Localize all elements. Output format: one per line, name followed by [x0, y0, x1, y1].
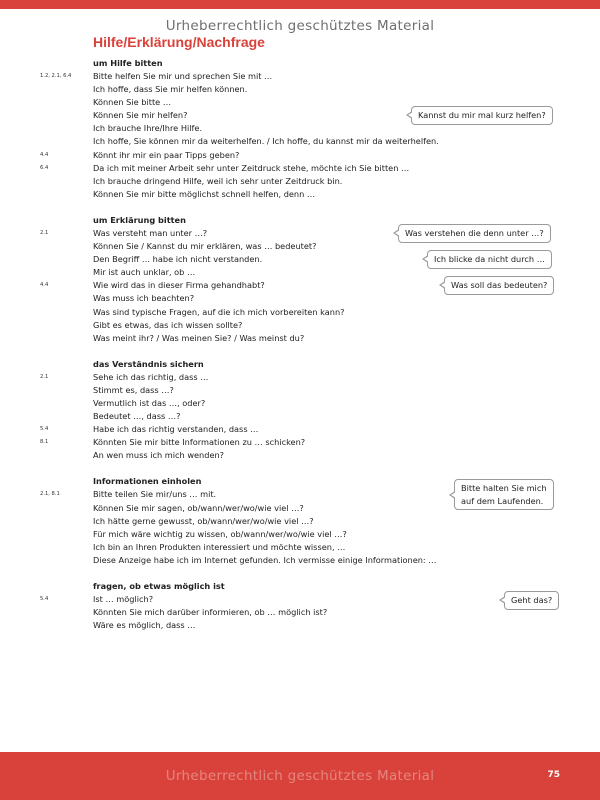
phrase-text: Diese Anzeige habe ich im Internet gefunden. Ich vermisse einige Informationen: … [93, 554, 437, 565]
speech-bubble: Geht das? [504, 591, 559, 610]
reference-number: 5.4 [40, 596, 49, 602]
phrase-line [0, 449, 600, 462]
phrase-text: Könnten Sie mich darüber informieren, ob … möglich ist? [93, 607, 328, 618]
phrase-text: Was meint ihr? / Was meinen Sie? / Was meinst du? [93, 332, 305, 343]
phrase-text: Können Sie mir sagen, ob/wann/wer/wo/wie viel …? [93, 502, 304, 513]
reference-number: 5.4 [40, 426, 49, 433]
phrase-line [0, 384, 600, 397]
phrase-line [0, 397, 600, 410]
watermark-bottom: Urheberrechtlich geschütztes Material [165, 768, 435, 784]
phrase-list [0, 57, 600, 645]
section-heading: Informationen einholen [93, 476, 202, 487]
phrase-line [0, 619, 600, 632]
phrase-line [0, 332, 600, 345]
phrase-text: Könnt ihr mir ein paar Tipps geben? [93, 149, 240, 160]
phrase-text: Ich hoffe, dass Sie mir helfen können. [93, 84, 248, 95]
phrase-line [0, 371, 600, 384]
page-title: Hilfe/Erklärung/Nachfrage [93, 34, 265, 50]
phrase-line [0, 515, 600, 528]
top-accent-bar [0, 0, 600, 9]
phrase-line [0, 423, 600, 436]
phrase-text: Stimmt es, dass …? [93, 384, 174, 395]
phrase-text: Ich hätte gerne gewusst, ob/wann/wer/wo/wie viel …? [93, 515, 314, 526]
speech-bubble-line: Bitte halten Sie mich [461, 483, 547, 493]
phrase-line [0, 319, 600, 332]
section-heading: fragen, ob etwas möglich ist [93, 581, 225, 591]
phrase-line [0, 70, 600, 83]
phrase-text: Sehe ich das richtig, dass … [93, 371, 209, 382]
reference-number: 6.4 [40, 164, 49, 171]
phrase-line [0, 175, 600, 188]
phrase-line [0, 83, 600, 96]
reference-number: 2.1, 8.1 [40, 491, 60, 498]
phrase-text: Vermutlich ist das …, oder? [93, 397, 206, 408]
phrase-text: An wen muss ich mich wenden? [93, 450, 225, 461]
reference-number: 2.1 [40, 373, 49, 380]
phrase-text: Was versteht man unter …? [93, 227, 208, 238]
phrase-text: Da ich mit meiner Arbeit sehr unter Zeitdruck stehe, möchte ich Sie bitten … [93, 162, 410, 173]
phrase-text: Können Sie mir bitte möglichst schnell helfen, denn … [93, 188, 316, 199]
section-verstaendnis-sichern [0, 358, 600, 463]
phrase-text: Ich hoffe, Sie können mir da weiterhelfen. / Ich hoffe, du kannst mir da weiterhelfen. [93, 136, 439, 147]
phrase-text: Ich bin an Ihren Produkten interessiert und möchte wissen, … [93, 541, 346, 552]
phrase-line [0, 149, 600, 162]
phrase-text: Ich brauche dringend Hilfe, weil ich sehr unter Zeitdruck bin. [93, 175, 343, 186]
phrase-line [0, 436, 600, 449]
section-um-hilfe-bitten [0, 57, 600, 201]
watermark-top: Urheberrechtlich geschütztes Material [165, 18, 435, 34]
phrase-line [0, 162, 600, 175]
phrase-text: Könnten Sie mir bitte Informationen zu … schicken? [93, 437, 306, 448]
section-heading: um Hilfe bitten [93, 58, 163, 68]
speech-bubble [454, 479, 554, 510]
phrase-text: Können Sie / Kannst du mir erklären, was … bedeutet? [93, 241, 317, 252]
speech-bubble: Ich blicke da nicht durch … [427, 250, 552, 269]
phrase-text: Wäre es möglich, dass … [93, 620, 196, 631]
phrase-line [0, 306, 600, 319]
phrase-text: Bitte teilen Sie mir/uns … mit. [93, 489, 217, 500]
phrase-text: Bitte helfen Sie mir und sprechen Sie mit … [93, 71, 273, 81]
phrase-line [0, 554, 600, 567]
reference-number: 2.1 [40, 229, 49, 236]
phrase-text: Bedeutet …, dass …? [93, 411, 181, 422]
reference-number: 8.1 [40, 439, 49, 446]
speech-bubble-line: auf dem Laufenden. [461, 495, 544, 506]
phrase-text: Für mich wäre wichtig zu wissen, ob/wann/wer/wo/wie viel …? [93, 528, 347, 539]
speech-bubble: Was verstehen die denn unter …? [398, 224, 551, 243]
phrase-text: Den Begriff … habe ich nicht verstanden. [93, 254, 263, 265]
phrase-line [0, 528, 600, 541]
speech-bubble: Kannst du mir mal kurz helfen? [411, 106, 553, 125]
phrase-text: Können Sie mir helfen? [93, 110, 188, 121]
reference-number: 4.4 [40, 282, 49, 289]
phrase-text: Mir ist auch unklar, ob … [93, 267, 196, 278]
phrase-text: Ist … möglich? [93, 594, 154, 604]
phrase-text: Können Sie bitte … [93, 97, 172, 108]
phrase-text: Was muss ich beachten? [93, 293, 195, 304]
phrase-text: Gibt es etwas, das ich wissen sollte? [93, 319, 243, 330]
phrase-text: Was sind typische Fragen, auf die ich mich vorbereiten kann? [93, 306, 345, 317]
page-number: 75 [547, 770, 560, 780]
phrase-line [0, 188, 600, 201]
section-heading: das Verständnis sichern [93, 358, 204, 369]
speech-bubble: Was soll das bedeuten? [444, 276, 554, 295]
reference-number: 4.4 [40, 151, 49, 158]
phrase-text: Habe ich das richtig verstanden, dass … [93, 424, 259, 435]
phrase-text: Ich brauche Ihre/Ihre Hilfe. [93, 123, 203, 134]
section-heading: um Erklärung bitten [93, 214, 186, 225]
phrase-text: Wie wird das in dieser Firma gehandhabt? [93, 280, 265, 291]
phrase-line [0, 135, 600, 148]
phrase-line [0, 410, 600, 423]
reference-number: 1.2, 2.1, 6.4 [40, 73, 72, 79]
phrase-line [0, 541, 600, 554]
